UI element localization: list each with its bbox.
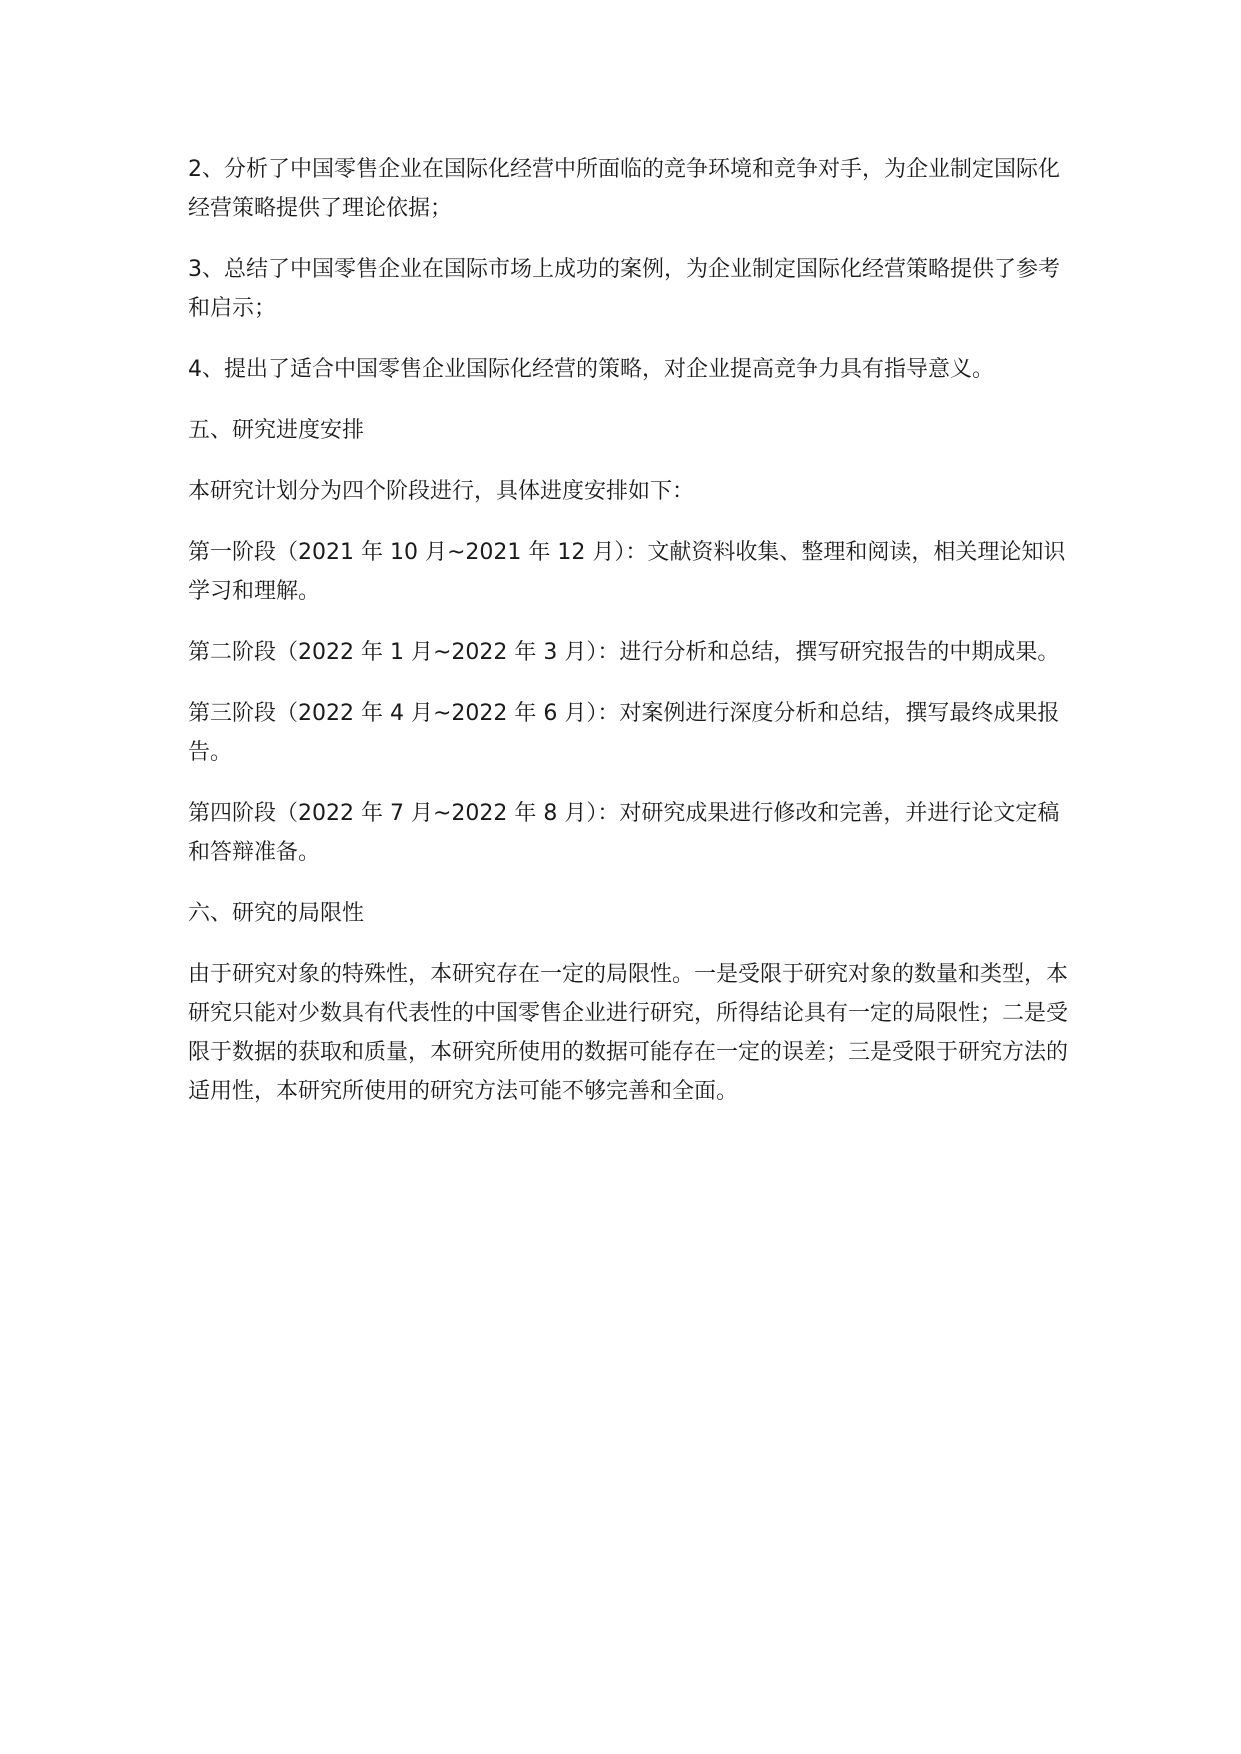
- schedule-intro: 本研究计划分为四个阶段进行，具体进度安排如下：: [188, 479, 695, 504]
- section-heading-schedule: 五、研究进度安排: [188, 418, 365, 443]
- list-item-4: 4、提出了适合中国零售企业国际化经营的策略，对企业提高竞争力具有指导意义。: [188, 357, 994, 382]
- limitations-paragraph: 由于研究对象的特殊性，本研究存在一定的局限性。一是受限于研究对象的数量和类型，本研究只能对少数具有代表性的中国零售企业进行研究，所得结论具有一定的局限性；二是受限于数据的获取和质量，本研究所使用的数据可能存在一定的误差；三是受限于研究方法的适用性，本研究所使用的研究方法可能不够完善和全面。: [188, 962, 1069, 1104]
- document-body: [188, 150, 1068, 1133]
- phase-3: 第三阶段（2022 年 4 月~2022 年 6 月）：对案例进行深度分析和总结，撰写最终成果报告。: [188, 701, 1060, 765]
- phase-2: 第二阶段（2022 年 1 月~2022 年 3 月）：进行分析和总结，撰写研究报告的中期成果。: [188, 640, 1060, 665]
- section-heading-limitations: 六、研究的局限性: [188, 901, 365, 926]
- phase-1: 第一阶段（2021 年 10 月~2021 年 12 月）：文献资料收集、整理和阅读，相关理论知识学习和理解。: [188, 540, 1066, 604]
- phase-4: 第四阶段（2022 年 7 月~2022 年 8 月）：对研究成果进行修改和完善，并进行论文定稿和答辩准备。: [188, 801, 1060, 865]
- list-item-3: 3、总结了中国零售企业在国际市场上成功的案例，为企业制定国际化经营策略提供了参考和启示；: [188, 257, 1061, 321]
- list-item-2: 2、分析了中国零售企业在国际化经营中所面临的竞争环境和竞争对手，为企业制定国际化经营策略提供了理论依据；: [188, 157, 1061, 221]
